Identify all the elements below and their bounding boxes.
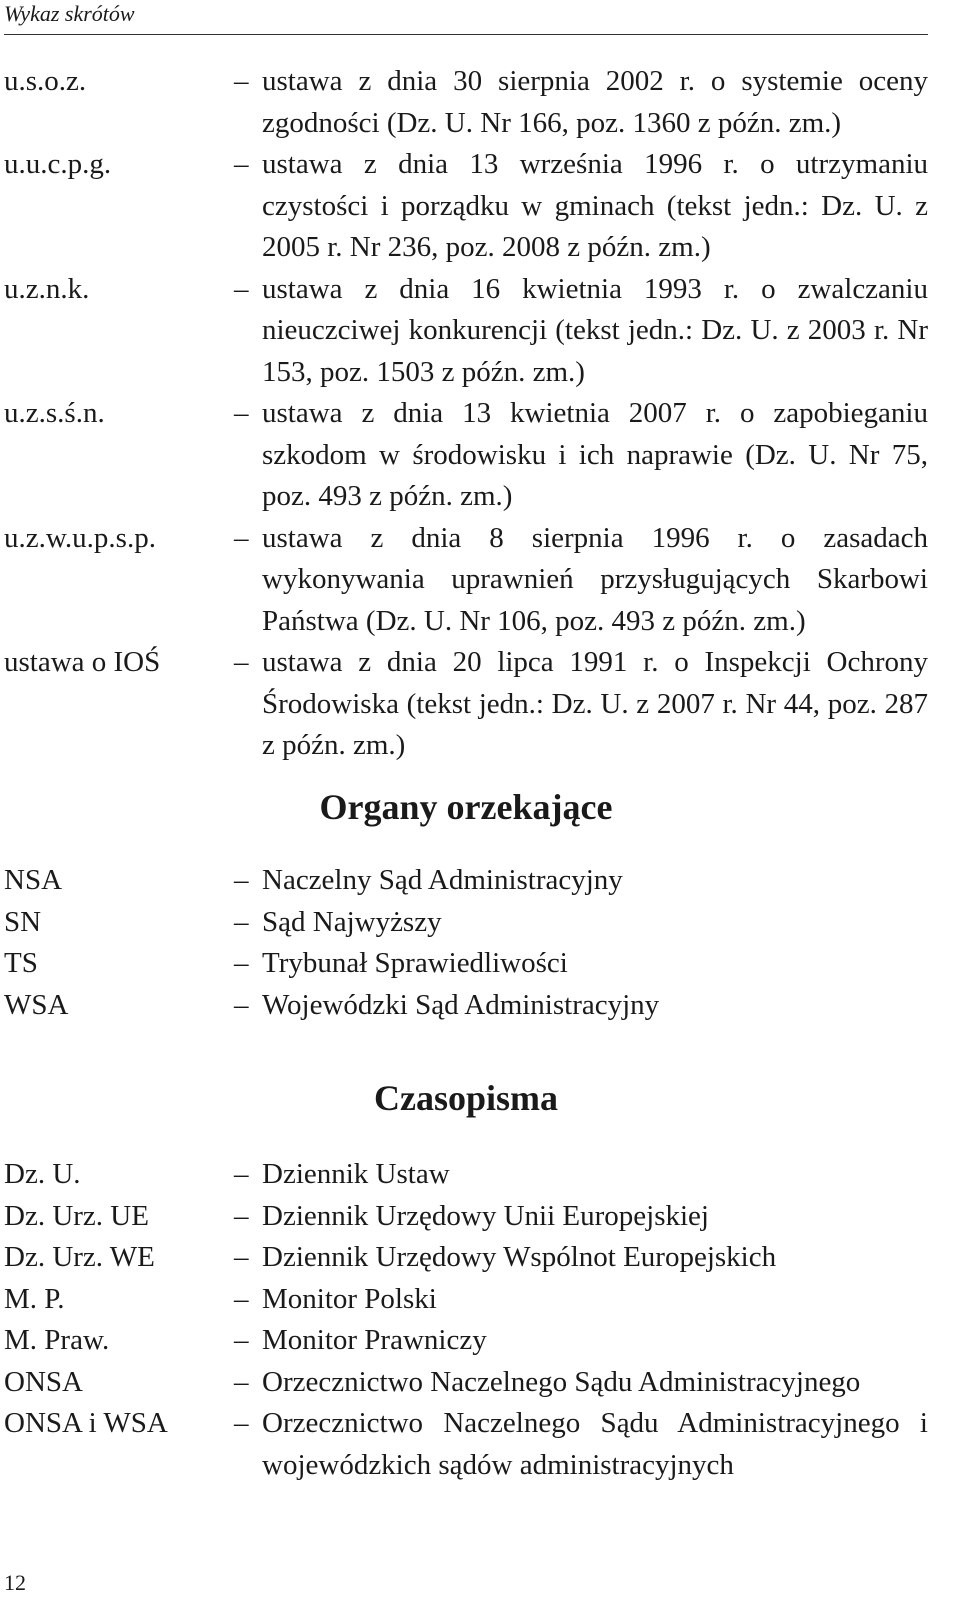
abbreviation-row: [4, 985, 928, 1027]
running-header: Wykaz skrótów: [4, 1, 135, 26]
abbreviation-row: [4, 269, 928, 394]
courts-abbreviation-list: [4, 860, 928, 1026]
abbreviation-definition: Orzecznictwo Naczelnego Sądu Administracyjnego: [262, 1365, 861, 1398]
abbreviation-dash: –: [234, 397, 249, 429]
abbreviation-dash: –: [234, 1282, 249, 1315]
abbreviation-term: u.u.c.p.g.: [4, 148, 112, 180]
abbreviation-row: [4, 1320, 928, 1362]
abbreviation-definition: ustawa z dnia 16 kwietnia 1993 r. o zwalczaniu nieuczciwej konkurencji (tekst jedn.: Dz. U. z 2003 r. Nr 153, poz. 1503 z późn. zm.): [262, 272, 928, 388]
abbreviation-row: [4, 61, 928, 144]
abbreviation-dash: –: [234, 148, 249, 180]
abbreviation-dash: –: [234, 1407, 249, 1439]
abbreviation-dash: –: [234, 864, 249, 896]
section-heading-courts: Organy orzekające: [319, 787, 613, 827]
abbreviation-term: u.z.n.k.: [4, 272, 90, 305]
abbreviation-definition: Wojewódzki Sąd Administracyjny: [262, 988, 660, 1021]
abbreviation-definition: ustawa z dnia 13 kwietnia 2007 r. o zapobieganiu szkodom w środowisku i ich naprawie (Dz. U. Nr 75, poz. 493 z późn. zm.): [262, 397, 928, 512]
abbreviation-term: NSA: [4, 864, 63, 896]
abbreviation-term: Dz. Urz. UE: [4, 1199, 149, 1232]
journals-abbreviation-list: [4, 1154, 928, 1486]
abbreviation-dash: –: [234, 521, 249, 554]
abbreviation-definition: Sąd Najwyższy: [262, 905, 442, 938]
abbreviation-row: [4, 393, 928, 518]
abbreviation-term: Dz. U.: [4, 1158, 81, 1190]
abbreviation-row: [4, 1362, 928, 1404]
abbreviation-dash: –: [234, 947, 249, 979]
abbreviation-dash: –: [234, 272, 249, 305]
abbreviation-dash: –: [234, 1199, 249, 1232]
abbreviation-term: TS: [4, 947, 38, 979]
abbreviation-term: Dz. Urz. WE: [4, 1241, 155, 1273]
abbreviation-term: u.z.s.ś.n.: [4, 397, 105, 429]
abbreviation-term: ONSA i WSA: [4, 1407, 168, 1439]
abbreviation-definition: ustawa z dnia 30 sierpnia 2002 r. o systemie oceny zgodności (Dz. U. Nr 166, poz. 1360 z późn. zm.): [262, 65, 928, 139]
abbreviation-definition: Trybunał Sprawiedliwości: [262, 947, 568, 979]
abbreviation-row: [4, 144, 928, 269]
abbreviation-row: [4, 1237, 928, 1279]
abbreviation-row: [4, 1196, 928, 1238]
abbreviation-row: [4, 860, 928, 902]
abbreviation-definition: ustawa z dnia 20 lipca 1991 r. o Inspekcji Ochrony Środowiska (tekst jedn.: Dz. U. z 2007 r. Nr 44, poz. 287 z późn. zm.): [262, 646, 928, 761]
abbreviation-definition: Dziennik Urzędowy Wspólnot Europejskich: [262, 1241, 777, 1273]
abbreviation-row: [4, 1279, 928, 1321]
abbreviation-dash: –: [234, 905, 249, 938]
abbreviation-dash: –: [234, 1158, 249, 1190]
abbreviation-row: [4, 1154, 928, 1196]
abbreviation-dash: –: [234, 1324, 249, 1356]
abbreviation-definition: Naczelny Sąd Administracyjny: [262, 864, 623, 896]
page-number: 12: [4, 1570, 26, 1595]
section-heading-journals: Czasopisma: [373, 1078, 558, 1118]
abbreviation-definition: ustawa z dnia 13 września 1996 r. o utrzymaniu czystości i porządku w gminach (tekst jedn.: Dz. U. z 2005 r. Nr 236, poz. 2008 z późn. zm.): [262, 148, 928, 263]
abbreviation-dash: –: [234, 1365, 249, 1398]
laws-abbreviation-list: [4, 61, 928, 767]
abbreviation-term: u.z.w.u.p.s.p.: [4, 521, 156, 554]
abbreviation-definition: Monitor Prawniczy: [262, 1324, 487, 1356]
abbreviation-term: WSA: [4, 988, 69, 1021]
abbreviation-dash: –: [234, 988, 249, 1021]
abbreviation-term: ONSA: [4, 1365, 83, 1398]
abbreviation-dash: –: [234, 646, 249, 678]
abbreviation-definition: Monitor Polski: [262, 1282, 437, 1315]
abbreviation-row: [4, 902, 928, 944]
abbreviation-dash: –: [234, 65, 249, 97]
abbreviation-definition: Dziennik Ustaw: [262, 1158, 450, 1190]
abbreviation-term: SN: [4, 905, 42, 938]
abbreviation-term: ustawa o IOŚ: [4, 646, 161, 678]
abbreviation-term: M. P.: [4, 1282, 65, 1315]
abbreviation-term: M. Praw.: [4, 1324, 110, 1356]
abbreviation-definition: ustawa z dnia 8 sierpnia 1996 r. o zasadach wykonywania uprawnień przysługujących Skarbowi Państwa (Dz. U. Nr 106, poz. 493 z późn. zm.): [262, 521, 928, 637]
abbreviation-definition: Orzecznictwo Naczelnego Sądu Administracyjnego i wojewódzkich sądów administracyjnych: [262, 1407, 928, 1481]
abbreviation-row: [4, 943, 928, 985]
abbreviation-definition: Dziennik Urzędowy Unii Europejskiej: [262, 1199, 709, 1232]
abbreviation-row: [4, 642, 928, 767]
abbreviation-row: [4, 1403, 928, 1486]
header-rule: [4, 34, 928, 35]
abbreviation-dash: –: [234, 1241, 249, 1273]
abbreviation-row: [4, 518, 928, 643]
abbreviation-term: u.s.o.z.: [4, 65, 87, 97]
